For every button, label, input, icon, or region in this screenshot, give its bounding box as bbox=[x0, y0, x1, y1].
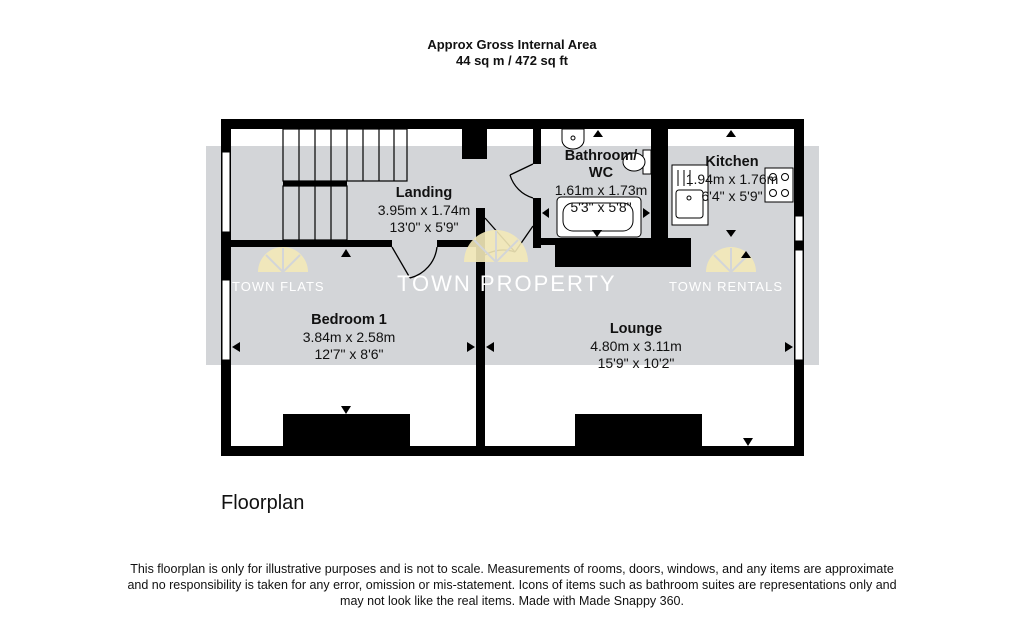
room-label-landing bbox=[364, 185, 484, 236]
room-name: Kitchen bbox=[705, 154, 759, 170]
room-metric: 3.84m x 2.58m bbox=[302, 329, 396, 345]
room-label-lounge bbox=[576, 321, 696, 372]
room-name: Bedroom 1 bbox=[311, 312, 387, 328]
room-imperial: 15'9" x 10'2" bbox=[597, 355, 675, 371]
watermark-text-center: TOWN PROPERTY bbox=[397, 271, 617, 296]
room-imperial: 13'0" x 5'9" bbox=[389, 219, 459, 235]
area-value: 44 sq m / 472 sq ft bbox=[456, 53, 568, 68]
room-label-kitchen bbox=[676, 154, 788, 205]
room-metric: 4.80m x 3.11m bbox=[590, 338, 682, 354]
watermark-text-right: TOWN RENTALS bbox=[669, 279, 784, 294]
watermark-text-left: TOWN FLATS bbox=[232, 279, 325, 294]
room-name: Landing bbox=[395, 185, 453, 201]
disclaimer-text: This floorplan is only for illustrative purposes and is not to scale. Measurements of rooms, doors, windows, and any items are approximate and no responsibility is taken for any error, omission or mis-statement. Icons of items such as bathroom suites are representations only and may not look like the real items. Made with Made Snappy 360. bbox=[127, 562, 897, 608]
room-label-bedroom1 bbox=[289, 312, 409, 363]
room-label-bathroom bbox=[546, 148, 656, 216]
room-name: Lounge bbox=[609, 321, 663, 337]
room-metric: 1.94m x 1.76m bbox=[685, 171, 779, 187]
area-title: Approx Gross Internal Area bbox=[427, 37, 597, 52]
floor-label: Floorplan bbox=[221, 492, 305, 514]
room-metric: 1.61m x 1.73m bbox=[554, 182, 648, 198]
room-metric: 3.95m x 1.74m bbox=[377, 202, 471, 218]
room-imperial: 5'3" x 5'8" bbox=[570, 199, 632, 215]
room-imperial: 6'4" x 5'9" bbox=[701, 188, 763, 204]
room-name: Bathroom/ bbox=[564, 148, 638, 164]
room-imperial: 12'7" x 8'6" bbox=[314, 346, 384, 362]
room-name-line2: WC bbox=[588, 165, 614, 181]
stair-rail bbox=[283, 181, 347, 186]
